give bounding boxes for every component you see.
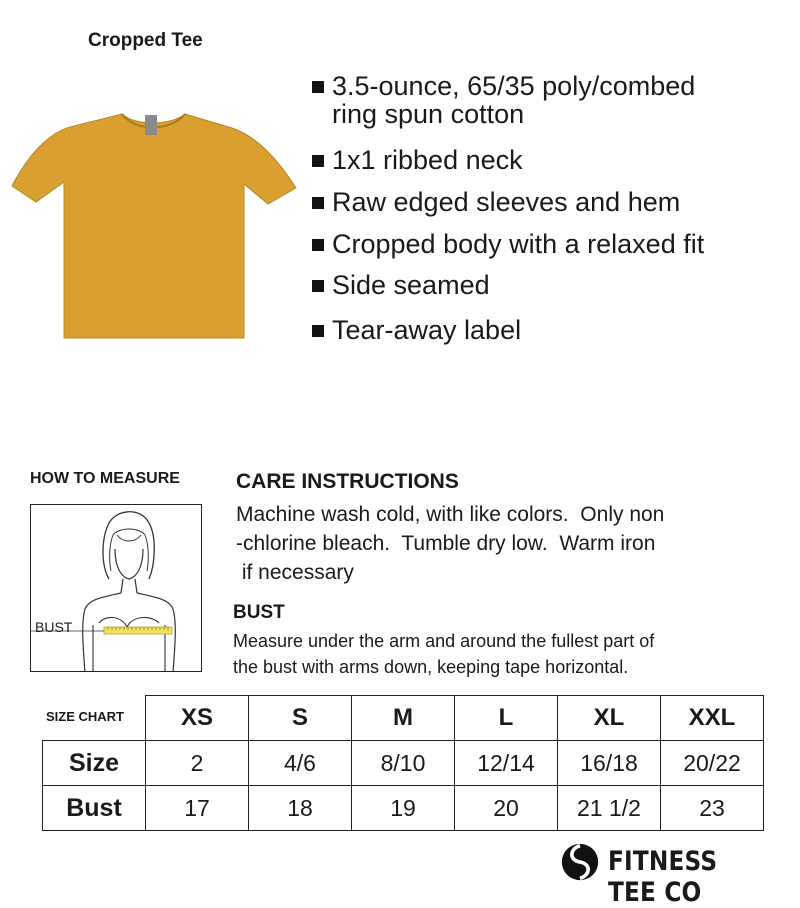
bullet-square-icon <box>312 155 324 167</box>
measure-diagram <box>30 504 202 672</box>
size-header-cell: XS <box>146 696 249 741</box>
product-title: Cropped Tee <box>88 30 203 51</box>
size-value-cell: 21 1/2 <box>558 786 661 831</box>
size-value-cell: 2 <box>146 741 249 786</box>
bullet-square-icon <box>312 280 324 292</box>
bullet-square-icon <box>312 239 324 251</box>
row-header-cell: Size <box>43 741 146 786</box>
size-value-cell: 19 <box>352 786 455 831</box>
bust-title: BUST <box>233 602 285 623</box>
size-header-cell: L <box>455 696 558 741</box>
size-row-bust <box>43 786 764 831</box>
bullet-square-icon <box>312 325 324 337</box>
size-header-cell: M <box>352 696 455 741</box>
feature-text: Side seamed <box>332 270 490 300</box>
measuring-tape <box>104 627 172 634</box>
how-to-measure-title: HOW TO MEASURE <box>30 470 180 487</box>
size-header-cell: S <box>249 696 352 741</box>
size-value-cell: 8/10 <box>352 741 455 786</box>
size-row-size <box>43 741 764 786</box>
tee-shape <box>12 114 296 338</box>
brand-name: FITNESS TEE CO <box>608 846 718 908</box>
feature-text: Raw edged sleeves and hem <box>332 187 681 217</box>
size-value-cell: 23 <box>661 786 764 831</box>
row-header-cell: Bust <box>43 786 146 831</box>
size-value-cell: 4/6 <box>249 741 352 786</box>
size-value-cell: 18 <box>249 786 352 831</box>
size-value-cell: 20 <box>455 786 558 831</box>
size-value-cell: 16/18 <box>558 741 661 786</box>
care-instructions-title: CARE INSTRUCTIONS <box>236 470 459 493</box>
care-instructions-text: Machine wash cold, with like colors. Only non -chlorine bleach. Tumble dry low. Warm iron if necessary <box>236 503 665 584</box>
bullet-square-icon <box>312 197 324 209</box>
tag-label <box>145 115 157 135</box>
size-chart-label: SIZE CHART <box>46 709 124 724</box>
bullet-square-icon <box>312 81 324 93</box>
size-header-cell: XL <box>558 696 661 741</box>
feature-text: 1x1 ribbed neck <box>332 145 523 175</box>
size-header-cell: XXL <box>661 696 764 741</box>
size-value-cell: 12/14 <box>455 741 558 786</box>
size-value-cell: 20/22 <box>661 741 764 786</box>
feature-text: Tear-away label <box>332 315 522 345</box>
bust-diagram-label: BUST <box>35 619 73 635</box>
feature-text: Cropped body with a relaxed fit <box>332 229 705 259</box>
bust-measure-text: Measure under the arm and around the fullest part of the bust with arms down, keeping tape horizontal. <box>233 631 655 677</box>
cropped-tee-image <box>10 110 300 342</box>
size-chart-table <box>42 695 764 831</box>
size-header-row <box>43 696 764 741</box>
feature-text: 3.5-ounce, 65/35 poly/combed ring spun cotton <box>332 71 696 129</box>
brand-logo-icon <box>558 842 602 882</box>
size-value-cell: 17 <box>146 786 249 831</box>
